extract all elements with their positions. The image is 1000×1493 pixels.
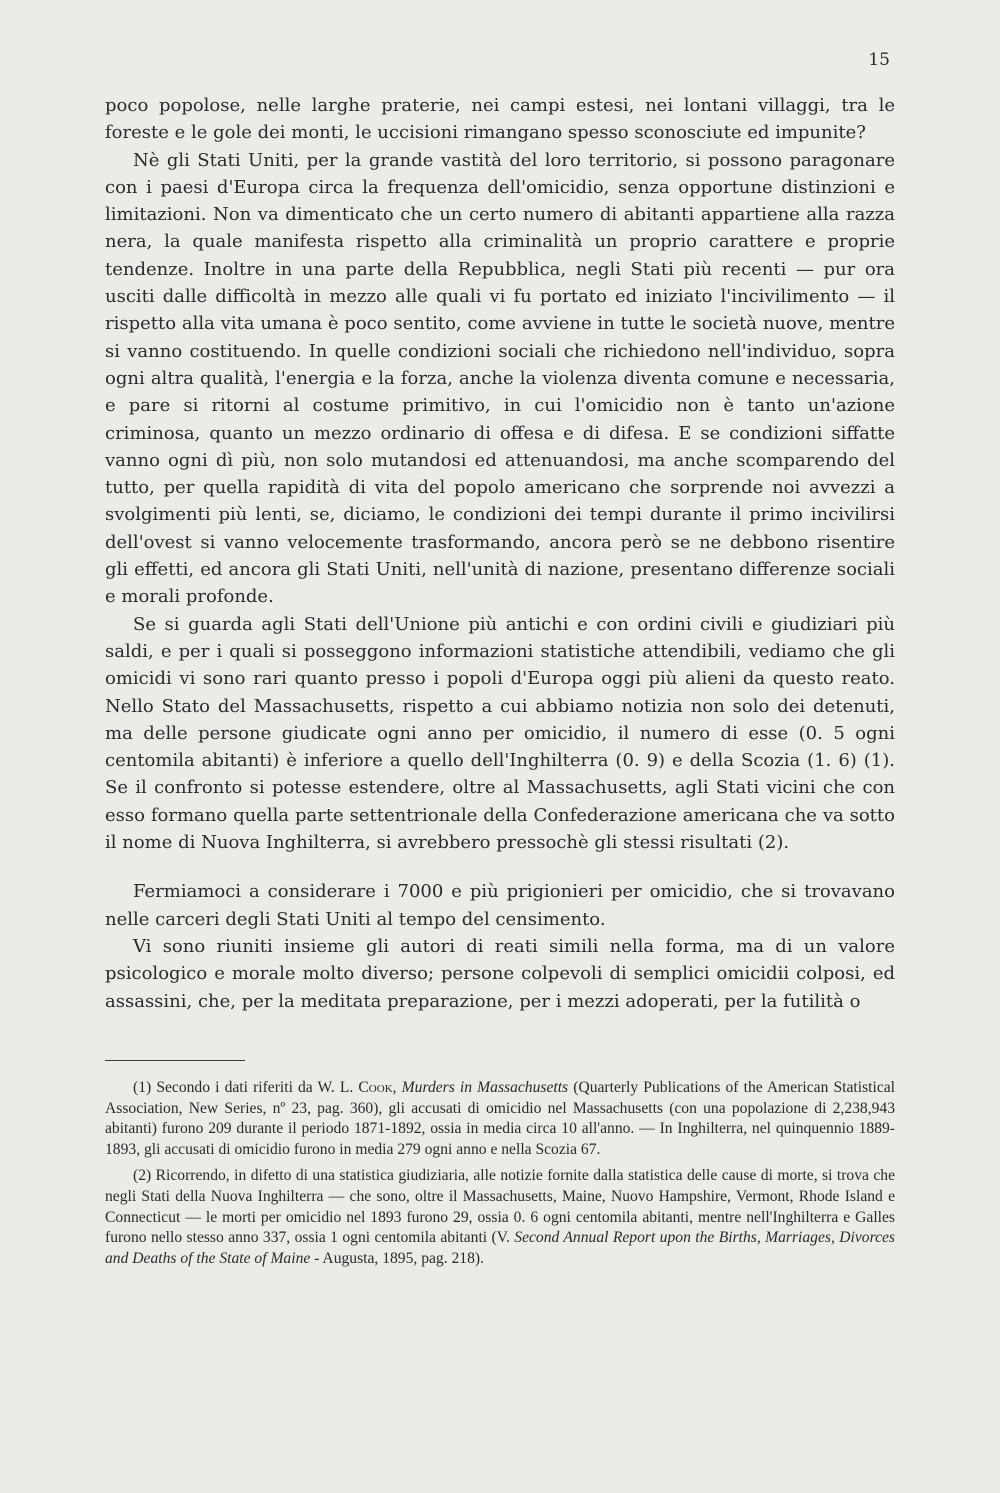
footnote-2 (105, 1166, 895, 1269)
footnote-author: Cook, (358, 1079, 397, 1096)
footnote-title: Murders in Massachusetts (401, 1079, 569, 1096)
footnote-text: Ricorrendo, in difetto di una statistica giudiziaria, alle notizie fornite dalla statistica delle cause di morte, si trova che negli Stati della Nuova Inghilterra — che sono, oltre il Massachusetts, Maine, Nuovo Hampshire, Vermont, Rhode Island e Connecticut — le morti per omicidio nel 1893 furono 29, ossia 0. 6 ogni centomila abitanti, mentre nell'Inghilterra e Galles furono nello stesso anno 337, ossia 1 ogni centomila abitanti (V. (105, 1167, 896, 1247)
footnotes (105, 1078, 895, 1275)
paragraph: Vi sono riuniti insieme gli autori di reati simili nella forma, ma di un valore psicologico e morale molto diverso; persone colpevoli di semplici omicidii colposi, ed assassini, che, per la meditata preparazione, per i mezzi adoperati, per la futilità o (105, 935, 895, 1012)
footnote-divider (105, 1060, 245, 1061)
paragraph-continuation: poco popolose, nelle larghe praterie, nei campi estesi, nei lontani villaggi, tra le foreste e le gole dei monti, le uccisioni rimangano spesso sconosciute ed impunite? (105, 95, 895, 144)
footnote-marker: (1) (133, 1079, 152, 1096)
footnote-text: - Augusta, 1895, pag. 218). (314, 1249, 484, 1267)
footnote-text: Secondo i dati riferiti da W. L. (156, 1079, 354, 1096)
footnote-title: Second Annual Report upon the Births, Marriages, Divorces and Deaths of the State of Maine (105, 1229, 895, 1267)
paragraph: Se si guarda agli Stati dell'Unione più antichi e con ordini civili e giudiziari più saldi, e per i quali si posseggono informazioni statistiche attendibili, vediamo che gli omicidi vi sono rari quanto presso i popoli d'Europa oggi più alieni da questo reato. Nello Stato del Massachusetts, rispetto a cui abbiamo notizia non solo dei detenuti, ma delle persone giudicate ogni anno per omicidio, il numero di esse (0. 5 ogni centomila abitanti) è inferiore a quello dell'Inghilterra (0. 9) e della Scozia (1. 6) (1). Se il confronto si potesse estendere, oltre al Massachusetts, agli Stati vicini che con esso formano quella parte settentrionale della Confederazione americana che va sotto il nome di Nuova Inghilterra, si avrebbero pressochè gli stessi risultati (2). (105, 613, 895, 854)
paragraph: Fermiamoci a considerare i 7000 e più prigionieri per omicidio, che si trovavano nelle carceri degli Stati Uniti al tempo del censimento. (105, 881, 895, 930)
paragraph: Nè gli Stati Uniti, per la grande vastità del loro territorio, si possono paragonare con i paesi d'Europa circa la frequenza dell'omicidio, senza opportune distinzioni e limitazioni. Non va dimenticato che un certo numero di abitanti appartiene alla razza nera, la quale manifesta rispetto alla criminalità un proprio carattere e proprie tendenze. Inoltre in una parte della Repubblica, negli Stati più recenti — pur ora usciti dalle difficoltà in mezzo alle quali vi fu portato ed iniziato l'incivilimento — il rispetto alla vita umana è poco sentito, come avviene in tutte le società nuove, mentre si vanno costituendo. In quelle condizioni sociali che richiedono nell'individuo, sopra ogni altra qualità, l'energia e la forza, anche la violenza diventa comune e necessaria, e pare si ritorni al costume primitivo, in cui l'omicidio non è tanto un'azione criminosa, quanto un mezzo ordinario di offesa e di difesa. E se condizioni siffatte vanno ogni dì più, non solo mutandosi ed attenuandosi, ma anche scomparendo del tutto, per quella rapidità di vita del popolo americano che sorprende noi avvezzi a svolgimenti più lenti, se, diciamo, le condizioni dei tempi durante il primo incivilirsi dell'ovest si vanno velocemente trasformando, ancora però se ne debbono risentire gli effetti, ed ancora gli Stati Uniti, nell'unità di nazione, presentano differenze sociali e morali profonde. (105, 149, 895, 608)
footnote-1 (105, 1078, 895, 1160)
body-text (105, 92, 895, 1015)
footnote-text: (Quarterly Publications of the American Statistical Association, New Series, nº 23, pag. 360), gli accusati di omicidio nel Massachusetts (con una popolazione di 2,238,943 abitanti) furono 209 durante il periodo 1871-1892, ossia in media circa 10 all'anno. — In Inghilterra, nel quinquennio 1889-1893, gli accusati di omicidio furono in media 279 ogni anno e nella Scozia 67. (105, 1079, 896, 1158)
page-number: 15 (868, 50, 890, 70)
footnote-marker: (2) (133, 1167, 152, 1185)
